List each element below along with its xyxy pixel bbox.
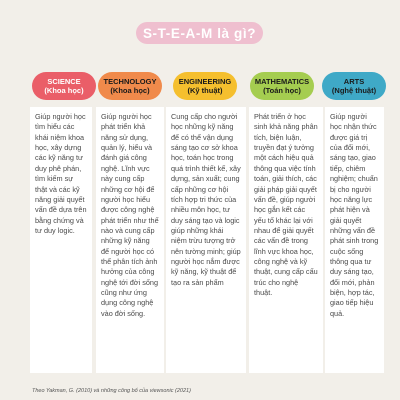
header-arts-label: ARTS <box>343 76 365 86</box>
header-mathematics-label: MATHEMATICS <box>254 76 310 86</box>
body-mathematics: Phát triển ở học sinh khả năng phân tích, biện luận, truyền đạt ý tưởng một cách hiệu quả thông qua việc tính toán, giải thích, các giải pháp giải quyết vấn đề, giúp người học gắn kết các yếu tố khác lại với nhau để giải quyết các vấn đề trong lĩnh vực khoa học, công nghệ và kỹ thuật, cung cấp cấu trúc cho nghệ thuật. <box>249 107 323 373</box>
header-engineering-sub: (Kỹ thuật) <box>187 86 223 95</box>
header-arts <box>322 72 386 100</box>
header-science-label: SCIENCE <box>47 76 81 86</box>
body-science: Giúp người học tìm hiểu các khái niệm khoa học, xây dựng các kỹ năng tư duy phê phán, tìm kiếm sự thật và các kỹ năng giải quyết vấn đề dựa trên bằng chứng và tư duy logic. <box>30 107 92 373</box>
footer-citation: Theo Yakman, G. (2010) và những công bố của viewsonic (2021) <box>32 388 191 394</box>
header-engineering <box>173 72 237 100</box>
header-technology <box>98 72 162 100</box>
body-engineering: Cung cấp cho người học những kỹ năng để có thể vận dụng sáng tạo cơ sở khoa học, toán học trong quá trình thiết kế, xây dựng, sản xuất; cung cấp những cơ hội tích hợp tri thức của nhiều môn học, tư duy sáng tạo và logic giúp những khái niệm trừu tượng trở nên tường minh; giúp người học nắm được kỹ năng, kỹ thuật để tạo ra sản phẩm <box>166 107 246 373</box>
body-technology: Giúp người học phát triển khả năng sử dụng, quản lý, hiểu và đánh giá công nghệ. Lĩnh vực này cung cấp những cơ hội để người học hiểu được công nghệ phát triển như thế nào và cung cấp những kỹ năng để người học có thể phân tích ảnh hưởng của công nghệ tới đời sống cũng như ứng dụng công nghệ vào đời sống. <box>96 107 164 373</box>
header-science <box>32 72 96 100</box>
body-arts: Giúp người học nhận thức được giá trị của đổi mới, sáng tạo, giao tiếp, chiêm nghiệm; chuẩn bị cho người học năng lực phát hiện và giải quyết những vấn đề phát sinh trong cuộc sống thông qua tư duy sáng tạo, đổi mới, phản biện, hợp tác, giao tiếp hiệu quả. <box>325 107 384 373</box>
header-technology-sub: (Khoa học) <box>110 86 150 95</box>
header-technology-label: TECHNOLOGY <box>103 76 157 86</box>
header-science-sub: (Khoa học) <box>44 86 84 95</box>
page-title: S-T-E-A-M là gì? <box>136 22 263 44</box>
header-mathematics <box>250 72 314 100</box>
header-mathematics-sub: (Toán học) <box>263 86 301 95</box>
header-arts-sub: (Nghệ thuật) <box>331 86 377 95</box>
header-engineering-label: ENGINEERING <box>178 76 232 86</box>
